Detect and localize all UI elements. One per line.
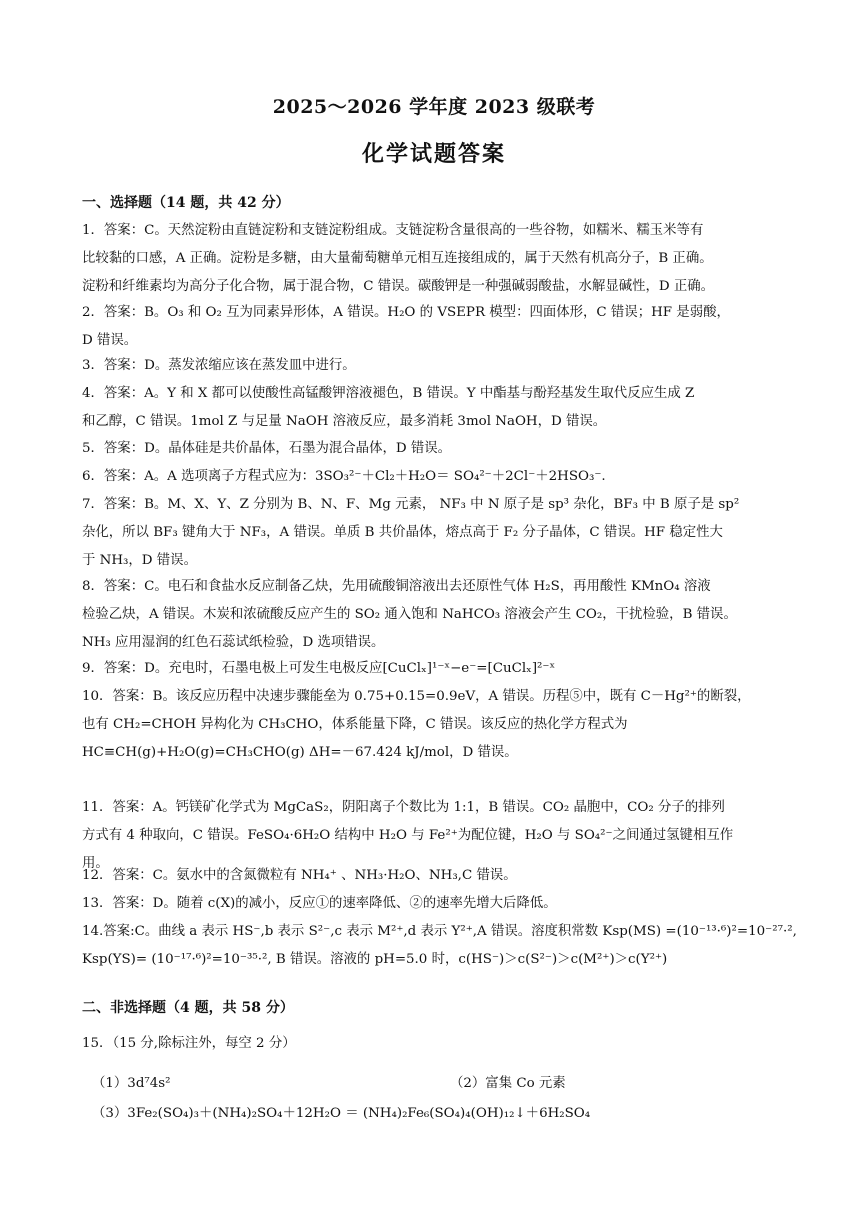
answer-10-line: HC≡CH(g)+H₂O(g)=CH₃CHO(g) ΔH=－67.424 kJ/mol，D 错误。	[82, 745, 518, 760]
answer-11-line: 方式有 4 种取向，C 错误。FeSO₄·6H₂O 结构中 H₂O 与 Fe²⁺为配位键，H₂O 与 SO₄²⁻之间通过氢键相互作	[82, 828, 734, 843]
answer-12	[82, 862, 788, 890]
answer-5-line: 5．答案：D。晶体硅是共价晶体，石墨为混合晶体，D 错误。	[82, 441, 452, 456]
answer-4-line: 和乙醇，C 错误。1mol Z 与足量 NaOH 溶液反应，最多消耗 3mol NaOH，D 错误。	[82, 414, 607, 429]
answer-7-line: 7．答案：B。M、X、Y、Z 分别为 B、N、F、Mg 元素， NF₃ 中 N 原子是 sp³ 杂化，BF₃ 中 B 原子是 sp²	[82, 497, 740, 512]
q15-head-text: 15．（15 分,除标注外，每空 2 分）	[82, 1036, 296, 1051]
q15-answer-2: （2）富集 Co 元素	[450, 1076, 566, 1091]
answer-2	[82, 299, 788, 355]
answer-14	[82, 918, 797, 974]
answer-1-line: 比较黏的口感，A 正确。淀粉是多糖，由大量葡萄糖单元相互连接组成的，属于天然有机高分子，B 正确。	[82, 251, 713, 266]
answer-3-line: 3．答案：D。蒸发浓缩应该在蒸发皿中进行。	[82, 358, 356, 373]
answer-1-line: 淀粉和纤维素均为高分子化合物，属于混合物，C 错误。碳酸钾是一种强碱弱酸盐，水解显碱性，D 正确。	[82, 279, 715, 294]
q15-heading	[82, 1030, 788, 1058]
answer-1	[82, 217, 788, 301]
answer-10	[82, 683, 788, 767]
document-subtitle: 化学试题答案	[361, 141, 506, 167]
answer-6-line: 6．答案：A。A 选项离子方程式应为：3SO₃²⁻＋Cl₂＋H₂O＝ SO₄²⁻＋2Cl⁻＋2HSO₃⁻.	[82, 469, 606, 484]
answer-13-line: 13．答案：D。随着 c(X)的减小，反应①的速率降低、②的速率先增大后降低。	[82, 896, 557, 911]
answer-2-line: D 错误。	[82, 333, 138, 348]
answer-14-line: 14.答案:C。曲线 a 表示 HS⁻,b 表示 S²⁻,c 表示 M²⁺,d 表示 Y²⁺,A 错误。溶度积常数 Ksp(MS) =(10⁻¹³·⁶)²=10⁻²⁷·²,	[82, 924, 797, 939]
q15-answer-3: （3）3Fe₂(SO₄)₃＋(NH₄)₂SO₄＋12H₂O ＝ (NH₄)₂Fe₆(SO₄)₄(OH)₁₂↓＋6H₂SO₄	[92, 1106, 591, 1121]
answer-4-line: 4．答案：A。Y 和 X 都可以使酸性高锰酸钾溶液褪色，B 错误。Y 中酯基与酚羟基发生取代反应生成 Z	[82, 386, 695, 401]
q15-answer-1: （1）3d⁷4s²	[92, 1076, 171, 1091]
answer-5	[82, 435, 788, 463]
answer-1-line: 1．答案：C。天然淀粉由直链淀粉和支链淀粉组成。支链淀粉含量很高的一些谷物，如糯米、糯玉米等有	[82, 223, 704, 238]
section-heading-nonchoice: 二、非选择题（4 题，共 58 分）	[82, 1000, 294, 1016]
answer-9	[82, 655, 788, 683]
exam-title: 2025～2026 学年度 2023 级联考	[272, 96, 596, 118]
answer-8-line: NH₃ 应用湿润的红色石蕊试纸检验，D 选项错误。	[82, 635, 385, 650]
answer-12-line: 12．答案：C。氨水中的含氮微粒有 NH₄⁺ 、NH₃·H₂O、NH₃,C 错误。	[82, 868, 517, 883]
answer-7	[82, 491, 788, 575]
answer-9-line: 9．答案：D。充电时，石墨电极上可发生电极反应[CuClₓ]¹⁻ˣ−e⁻=[CuClₓ]²⁻ˣ	[82, 661, 556, 676]
answer-11-line: 11．答案：A。钙镁矿化学式为 MgCaS₂，阴阳离子个数比为 1:1，B 错误。CO₂ 晶胞中，CO₂ 分子的排列	[82, 800, 725, 815]
answer-3	[82, 352, 788, 380]
section-heading-choice: 一、选择题（14 题，共 42 分）	[82, 195, 290, 211]
answer-2-line: 2．答案：B。O₃ 和 O₂ 互为同素异形体，A 错误。H₂O 的 VSEPR 模型：四面体形，C 错误；HF 是弱酸，	[82, 305, 730, 320]
answer-14-line: Ksp(YS)= (10⁻¹⁷·⁶)²=10⁻³⁵·², B 错误。溶液的 pH=5.0 时，c(HS⁻)＞c(S²⁻)＞c(M²⁺)＞c(Y²⁺)	[82, 952, 668, 967]
answer-7-line: 于 NH₃，D 错误。	[82, 553, 197, 568]
answer-13	[82, 890, 788, 918]
answer-8	[82, 573, 788, 657]
answer-10-line: 10．答案：B。该反应历程中决速步骤能垒为 0.75+0.15=0.9eV，A 错误。历程⑤中，既有 C－Hg²⁺的断裂，	[82, 689, 751, 704]
answer-4	[82, 380, 788, 436]
answer-8-line: 8．答案：C。电石和食盐水反应制备乙炔，先用硫酸铜溶液出去还原性气体 H₂S，再用酸性 KMnO₄ 溶液	[82, 579, 711, 594]
answer-7-line: 杂化，所以 BF₃ 键角大于 NF₃，A 错误。单质 B 共价晶体，熔点高于 F₂ 分子晶体，C 错误。HF 稳定性大	[82, 525, 723, 540]
answer-11-line: 用。	[82, 856, 109, 871]
answer-8-line: 检验乙炔，A 错误。木炭和浓硫酸反应产生的 SO₂ 通入饱和 NaHCO₃ 溶液会产生 CO₂，干扰检验，B 错误。	[82, 607, 737, 622]
answer-10-line: 也有 CH₂=CHOH 异构化为 CH₃CHO，体系能量下降，C 错误。该反应的热化学方程式为	[82, 717, 628, 732]
answer-6	[82, 463, 788, 491]
